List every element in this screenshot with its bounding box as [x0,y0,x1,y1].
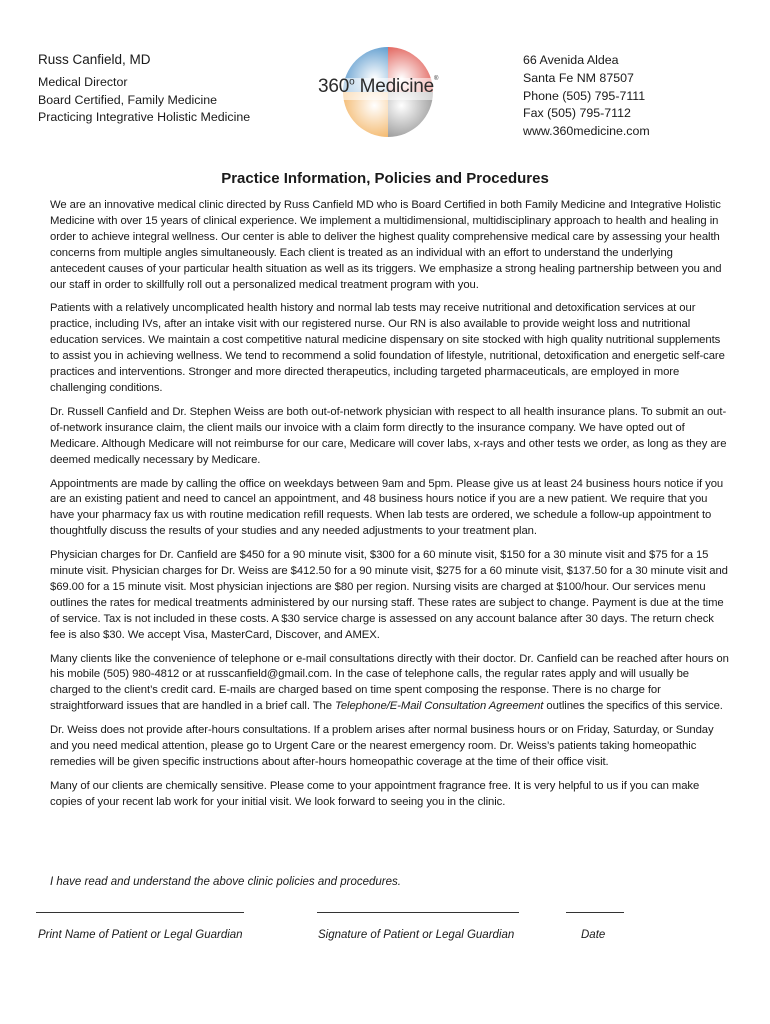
logo-wordmark: 360$^o$ Medicine® [318,76,439,97]
website: www.360medicine.com [523,124,650,139]
physician-info [38,52,250,127]
address-city: Santa Fe NM 87507 [523,70,634,85]
paragraph-after-hours: Dr. Weiss does not provide after-hours consultations. If a problem arises after normal business hours or on Friday, Saturday, or Sunday and you need medical attention, please go to Urgent Care or the nearest emergency room. Dr. Weiss’s patients taking homeopathic remedies will be given specific instructions about after-hours homeopathic coverage at the time of their office visit. [50,724,714,768]
paragraph-about: We are an innovative medical clinic directed by Russ Canfield MD who is Board Certified in both Family Medicine and Integrative Holistic Medicine with over 15 years of clinical experience. We implement a multidimensional, multidisciplinary approach to health and healing in order to achieve integral wellness. Our center is able to deliver the highest quality comprehensive medical care by assessing your health concerns from multiple angles simultaneously. Each client is treated as an individual with an effort to understand the underlying antecedent causes of your particular health situation as well as its triggers. We emphasize a strong healing partnership between you and our staff in order to skillfully roll out a personalized medical treatment program with you. [50,199,722,291]
print-name-label: Print Name of Patient or Legal Guardian [38,929,243,941]
date-label: Date [581,929,606,941]
acknowledgement-statement: I have read and understand the above clinic policies and procedures. [50,876,401,888]
print-name-line[interactable] [36,912,244,913]
policy-body [50,198,730,819]
physician-role: Medical Director [38,75,128,89]
physician-name: Russ Canfield, MD [38,52,151,67]
clinic-contact [523,52,650,141]
paragraph-charges: Physician charges for Dr. Canfield are $450 for a 90 minute visit, $300 for a 60 minute visit, $150 for a 30 minute visit and $75 for a 15 minute visit. Physician charges for Dr. Weiss are $412.50 for a 90 minute visit, $275 for a 60 minute visit, $137.50 for a 30 minute visit and $69.00 for a 15 minute visit. Most physician injections are $80 per region. Nursing visits are charged at $100/hour. Our services menu outlines the rates for medical treatments administered by our nursing staff. These rates are subject to change. Payment is due at the time of service. Tax is not included in these costs. A $30 service charge is assessed on any account balance after 30 days. The return check fee is also $30. We accept Visa, MasterCard, Discover, and AMEX. [50,549,728,641]
page-title: Practice Information, Policies and Procedures [221,170,549,187]
physician-specialty: Practicing Integrative Holistic Medicine [38,110,251,124]
paragraph-sensitivity: Many of our clients are chemically sensitive. Please come to your appointment fragrance free. It is very helpful to us if you can make copies of your recent lab work for your initial visit. We look forward to seeing you in the clinic. [50,779,700,808]
phone-number: Phone (505) 795-7111 [523,88,646,103]
clinic-logo [318,46,476,138]
paragraph-services: Patients with a relatively uncomplicated health history and normal lab tests may receive nutritional and detoxification services at our practice, including IVs, after an intake visit with our registered nurse. Our RN is also available to provide weight loss and nutritional education services. We maintain a cost competitive natural medicine dispensary on site stocked with high quality nutritional supplements to assist you in achieving wellness. We tend to recommend a solid foundation of lifestyle, nutritional, detoxification and energetic self-care practices and interventions. Stronger and more directed therapeutics, including targeted pharmaceuticals, are employed in more challenging conditions. [50,302,725,394]
physician-certification: Board Certified, Family Medicine [38,92,218,107]
signature-label: Signature of Patient or Legal Guardian [318,929,515,941]
signature-line[interactable] [317,912,519,913]
fax-number: Fax (505) 795-7112 [523,106,631,121]
paragraph-insurance: Dr. Russell Canfield and Dr. Stephen Weiss are both out-of-network physician with respect to all health insurance plans. To submit an out-of-network insurance claim, the client mails our invoice with a claim form directly to the insurance company. We have opted out of Medicare. Although Medicare will not reimburse for our care, Medicare will cover labs, x-rays and other tests we order, as long as they are deemed medically necessary by Medicare. [50,405,727,466]
paragraph-telephone: Many clients like the convenience of telephone or e-mail consultations directly with their doctor. Dr. Canfield can be reached after hours on his mobile (505) 980-4812 or at russcanfield@gmail.com. In the case of telephone calls, the regular rates apply and will usually be charged to the client’s credit card. E-mails are charged based on time spent composing the response. There is no charge for straightforward issues that are handled in a brief call. The Telephone/E-Mail Consultation Agreement outlines the specifics of this service. [50,652,729,713]
address-street: 66 Avenida Aldea [523,53,619,67]
date-line[interactable] [566,912,624,913]
paragraph-appointments: Appointments are made by calling the office on weekdays between 9am and 5pm. Please give us at least 24 business hours notice if you are an existing patient and need to cancel an appointment, and 48 business hours notice if you are a new patient. We require that you have your pharmacy fax us with routine medication refill requests. When lab tests are ordered, we schedule a follow-up appointment to thoughtfully discuss the results of your studies and any needed adjustments to your treatment plan. [50,477,724,538]
